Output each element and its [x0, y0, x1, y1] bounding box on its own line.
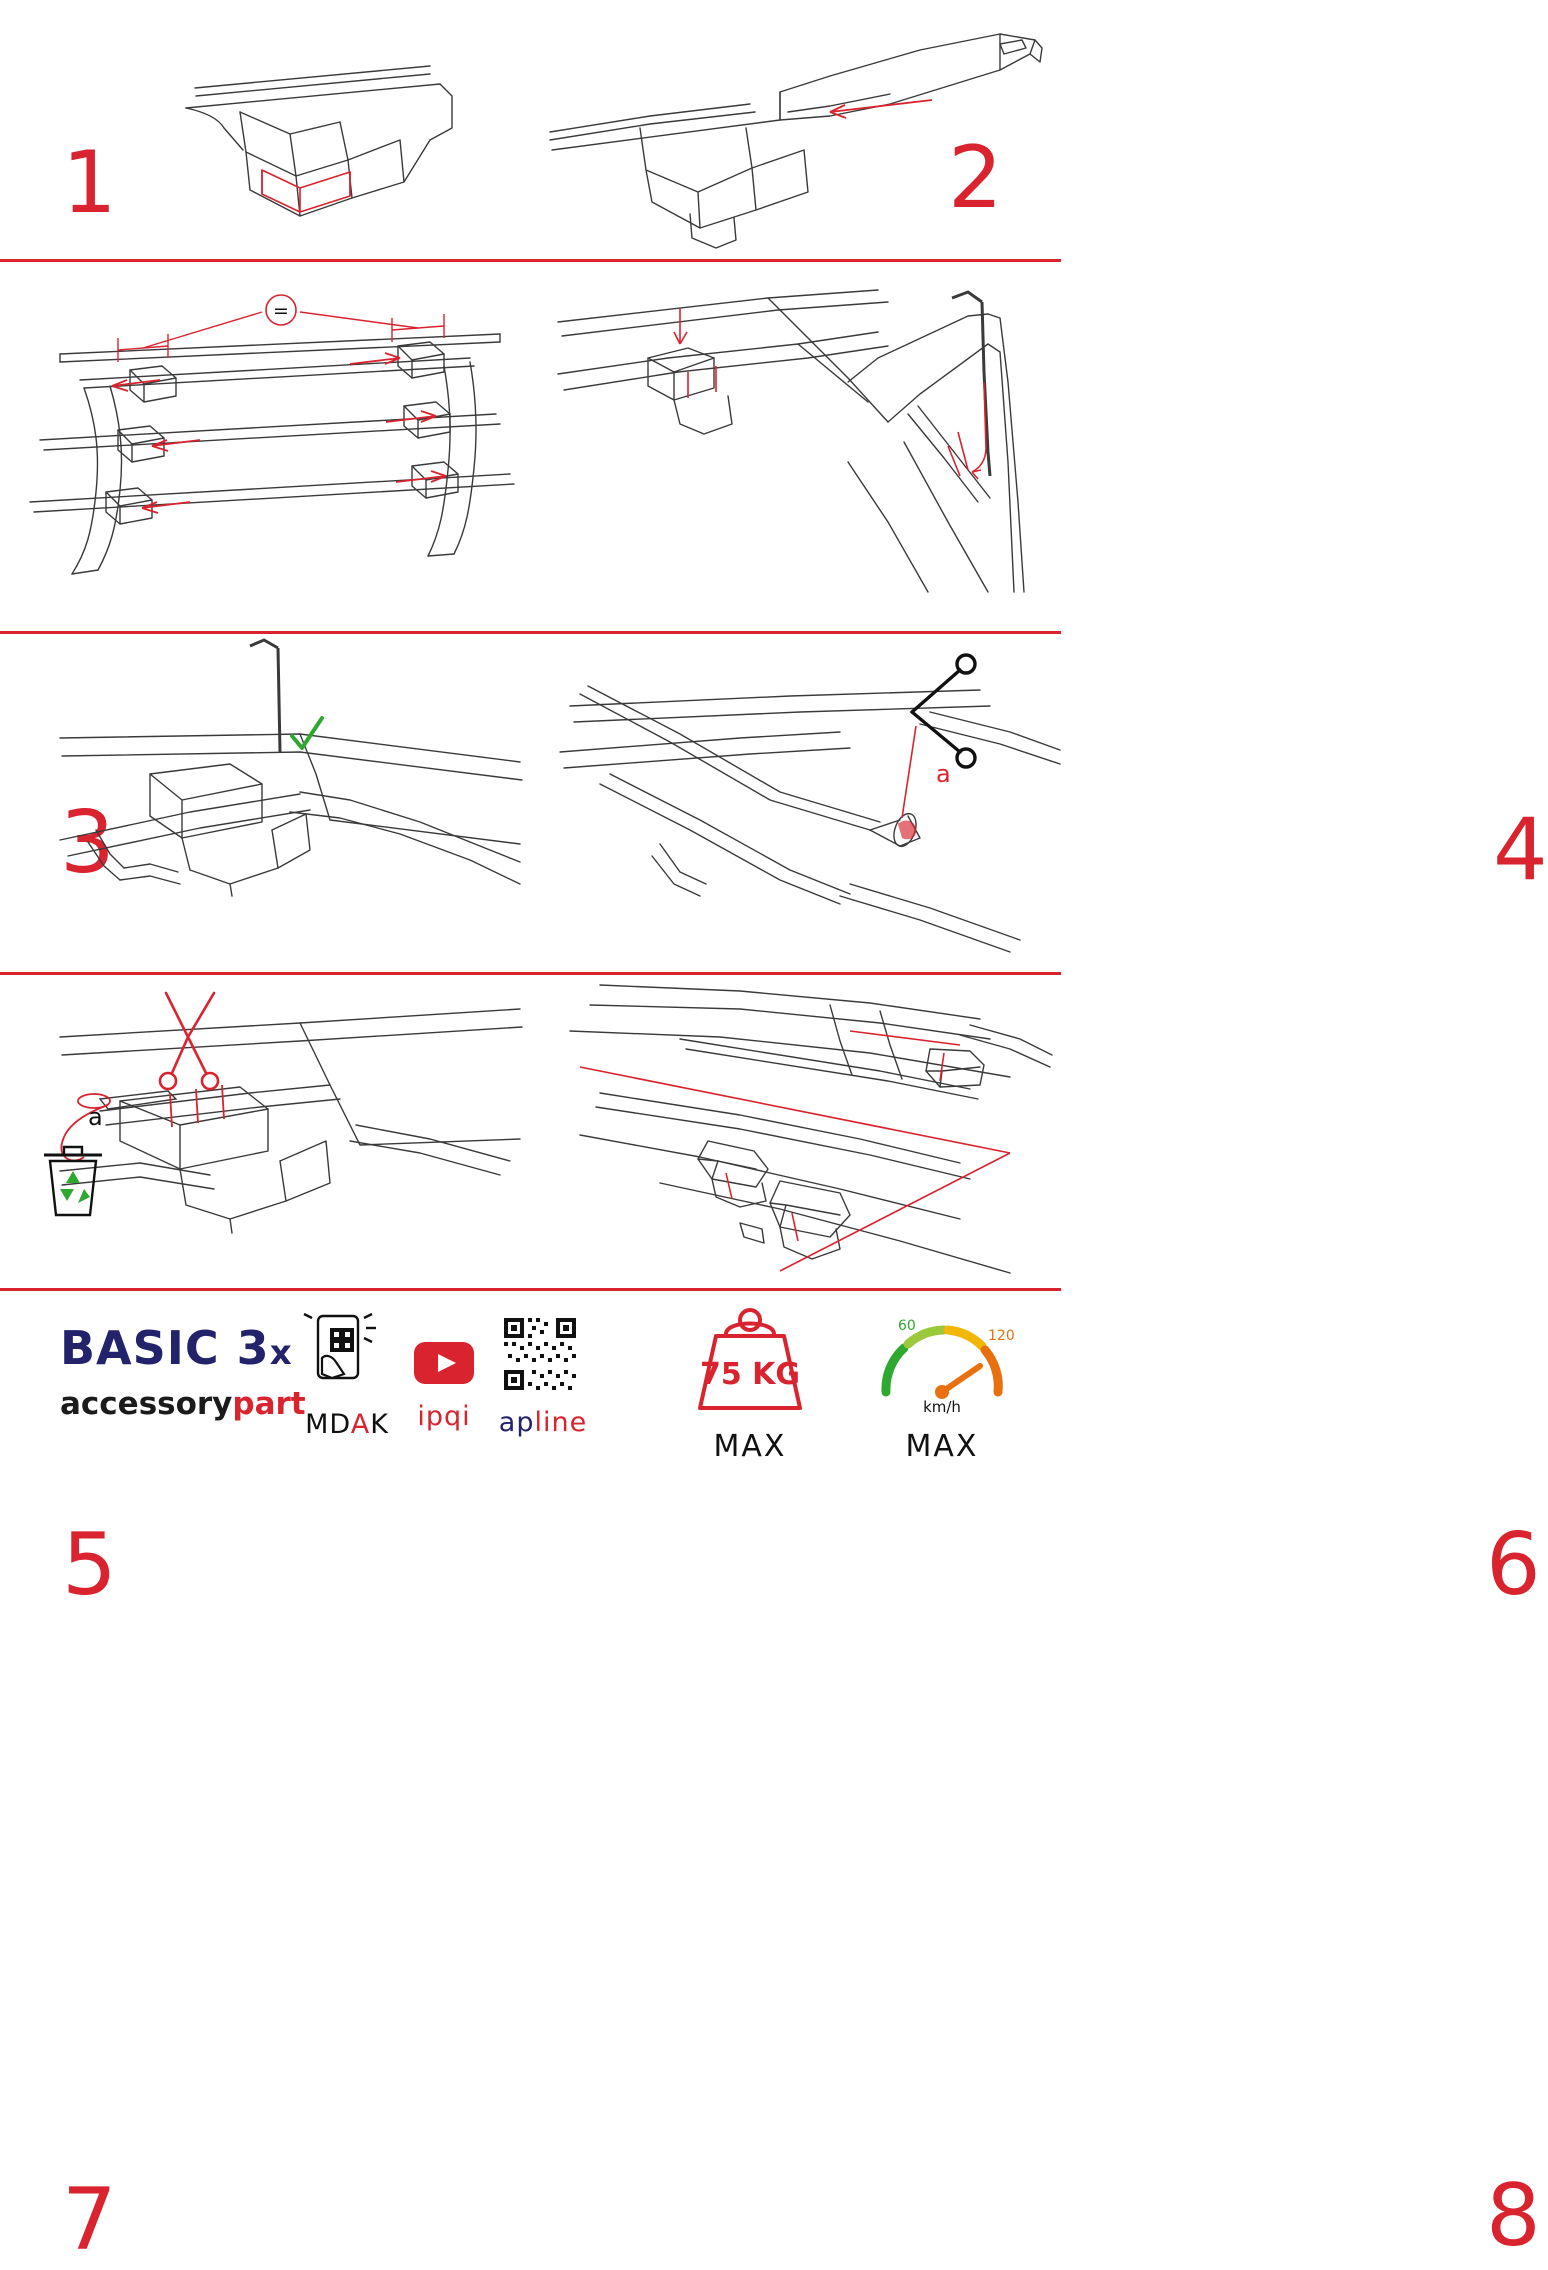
step-number-5: 5 — [62, 1515, 117, 1615]
max-weight-label: MAX — [713, 1429, 787, 1464]
step-6-illustration — [540, 634, 1061, 972]
step-3-panel — [0, 262, 548, 893]
step-1-panel — [0, 0, 530, 259]
step-number-4: 4 — [1493, 800, 1548, 900]
mdak-a: A — [350, 1409, 371, 1440]
step-4-illustration — [548, 262, 1061, 631]
speed-unit: km/h — [923, 1398, 961, 1416]
speed-tick-120: 120 — [988, 1328, 1015, 1344]
max-weight-block — [660, 1300, 840, 1464]
step-5-illustration — [0, 634, 540, 972]
mdak-md: MD — [305, 1409, 351, 1440]
brand-3x-suffix: x — [269, 1333, 293, 1373]
speedometer-icon — [852, 1300, 1032, 1420]
brand-accessory: accessory — [60, 1386, 233, 1422]
step-number-3: 3 — [60, 793, 115, 893]
label-strip-a-7: a — [88, 1103, 103, 1131]
max-speed-block — [852, 1300, 1032, 1464]
step-7-illustration — [0, 975, 540, 1288]
step-3-illustration — [0, 262, 548, 631]
step-4-panel — [548, 262, 1548, 900]
mdak-k: K — [370, 1409, 389, 1440]
brand-block — [60, 1321, 306, 1422]
brand-name-secondary — [60, 1386, 306, 1422]
qr-code — [478, 1312, 608, 1394]
step-number-2: 2 — [948, 128, 1003, 228]
recycle-bin-icon — [44, 1147, 102, 1215]
max-speed-label: MAX — [905, 1429, 979, 1464]
logo-apline-caption — [478, 1407, 608, 1438]
apline-ap: ap — [498, 1407, 535, 1438]
svg-text:=: = — [273, 300, 289, 322]
step-2-panel — [530, 0, 1061, 259]
logo-mdak — [292, 1312, 402, 1440]
step-number-1: 1 — [62, 133, 117, 233]
logo-ipqi-caption: ipqi — [417, 1401, 471, 1432]
label-strip-a-6: a — [936, 760, 951, 788]
speed-tick-60: 60 — [898, 1318, 916, 1334]
brand-name-primary — [60, 1321, 306, 1375]
weight-value: 75 KG — [699, 1357, 801, 1392]
step-number-7: 7 — [62, 2170, 117, 2270]
logo-apline — [478, 1312, 608, 1438]
logo-mdak-caption — [292, 1409, 402, 1440]
weight-icon — [660, 1300, 840, 1420]
step-number-8: 8 — [1486, 2166, 1541, 2266]
apline-line: line — [534, 1407, 588, 1438]
brand-basic-3: BASIC 3 — [60, 1321, 270, 1375]
footer — [0, 1290, 1061, 1500]
qr-scan-phone-icon — [292, 1312, 402, 1396]
step-number-6: 6 — [1486, 1515, 1541, 1615]
brand-part: part — [232, 1386, 306, 1422]
step-8-illustration — [540, 975, 1061, 1288]
